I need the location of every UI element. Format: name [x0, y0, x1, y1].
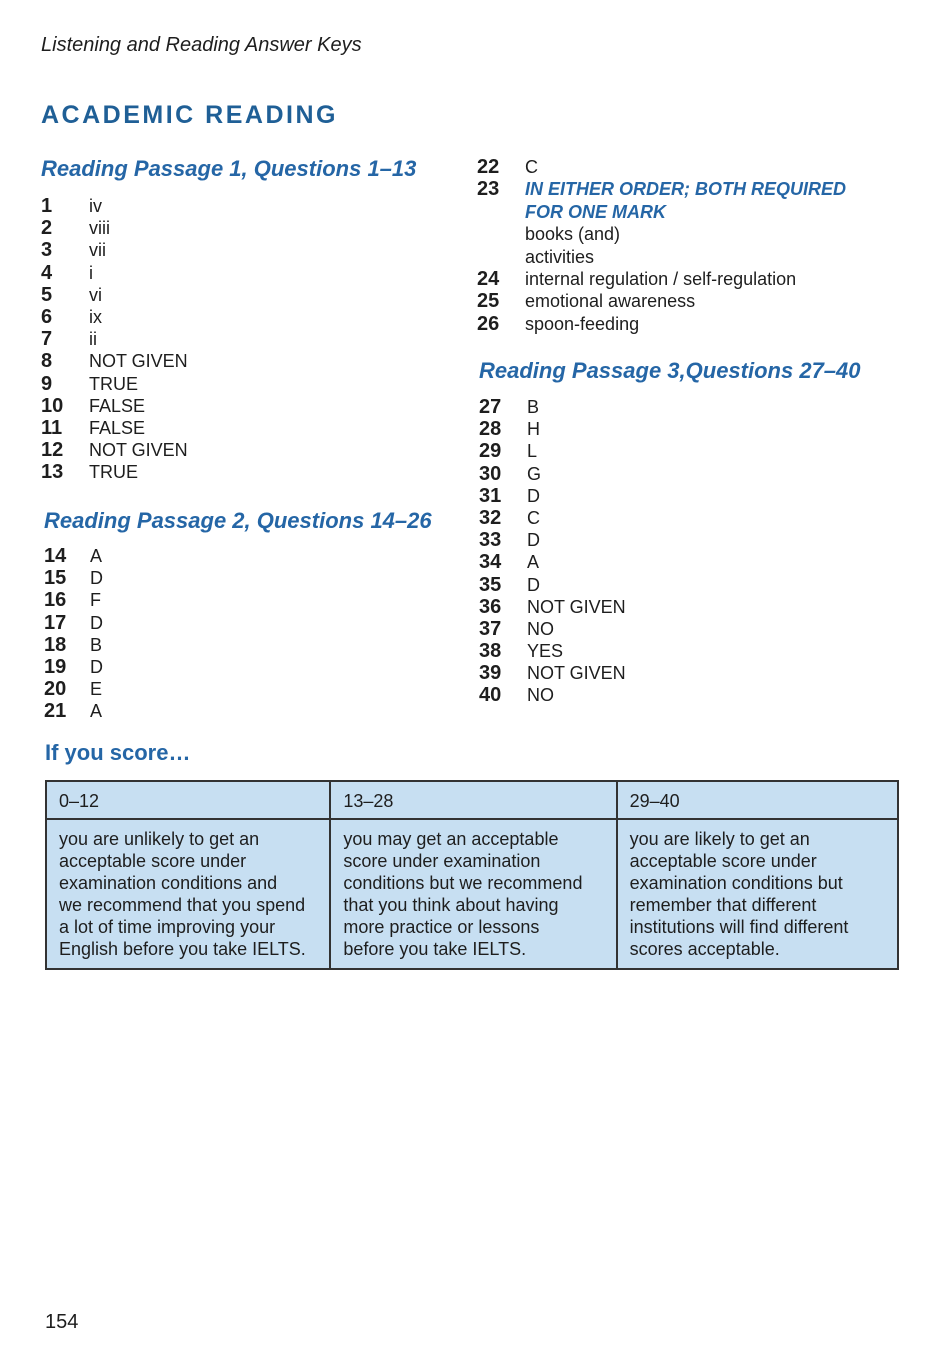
answer-row [44, 700, 103, 722]
answer-text: FALSE [89, 417, 146, 438]
question-number: 33 [479, 529, 502, 552]
answer-text: D [90, 656, 103, 677]
score-range: 29–40 [617, 781, 898, 819]
answer-row [41, 217, 188, 239]
score-description [330, 819, 616, 969]
answer-text: books (and) [525, 224, 621, 245]
answer-row [44, 678, 103, 700]
description-line: remember that different [629, 895, 817, 915]
answer-row [44, 634, 103, 656]
answer-text: internal regulation / self-regulation [525, 269, 797, 290]
answer-text: NOT GIVEN [527, 663, 626, 684]
answer-row [477, 313, 796, 335]
question-number: 26 [477, 312, 500, 335]
question-number: 16 [44, 589, 67, 612]
answer-text: D [90, 612, 103, 633]
answer-text: D [527, 574, 540, 595]
question-number: 31 [479, 484, 502, 507]
answer-row [44, 545, 103, 567]
question-number: 1 [41, 195, 53, 217]
answer-text: F [90, 590, 101, 611]
score-table [45, 780, 899, 970]
answer-text: B [90, 634, 103, 655]
answer-row [41, 262, 188, 284]
answer-row [41, 461, 188, 483]
passage-2-answer-list-continued [477, 156, 847, 335]
answer-text: NOT GIVEN [89, 351, 188, 372]
answer-row [477, 268, 796, 290]
score-description-row [46, 819, 898, 969]
answer-text: D [527, 485, 540, 506]
answer-row [477, 290, 796, 312]
answer-row [479, 662, 626, 684]
description-line: acceptable score under [59, 851, 247, 871]
description-line: institutions will find different [629, 917, 849, 937]
answer-row [479, 640, 626, 662]
answer-row [41, 239, 188, 261]
answer-row [41, 373, 188, 395]
question-number: 11 [41, 416, 63, 439]
answer-text: A [527, 552, 540, 573]
question-number: 14 [44, 545, 67, 567]
score-heading: If you score… [45, 740, 191, 765]
question-number: 25 [477, 290, 500, 313]
answer-row [479, 396, 626, 418]
question-number: 7 [41, 328, 53, 351]
answer-text: E [90, 679, 103, 700]
question-number: 23 [477, 178, 500, 201]
answer-text: G [527, 463, 542, 484]
answer-text: TRUE [89, 462, 138, 483]
question-number: 27 [479, 396, 502, 418]
answer-row [477, 156, 796, 178]
answer-text: A [90, 546, 103, 566]
description-line: scores acceptable. [629, 939, 780, 959]
answer-text: vii [89, 240, 106, 261]
answer-row [479, 618, 626, 640]
passage-1-answer-list [41, 195, 188, 483]
description-line: examination conditions but [629, 873, 843, 893]
score-range-row [46, 781, 898, 819]
answer-text: iv [89, 196, 102, 216]
answer-row [41, 195, 188, 217]
description-line: a lot of time improving your [59, 917, 276, 937]
answer-row [41, 417, 188, 439]
question-number: 10 [41, 394, 64, 417]
passage-2-answer-list [44, 545, 103, 723]
question-number: 39 [479, 662, 502, 685]
answer-row [477, 178, 847, 268]
answer-row [479, 684, 626, 706]
answer-block [525, 178, 846, 268]
answer-row [41, 395, 188, 417]
question-number: 20 [44, 678, 67, 701]
answer-text: TRUE [89, 373, 138, 394]
question-number: 5 [41, 283, 53, 306]
answer-text: viii [89, 218, 110, 239]
description-line: that you think about having [343, 895, 559, 915]
answer-text: C [525, 157, 538, 177]
answer-row [479, 574, 626, 596]
description-line: score under examination [343, 851, 541, 871]
question-number: 15 [44, 567, 67, 590]
question-number: 8 [41, 350, 53, 373]
question-number: 22 [477, 156, 500, 178]
question-number: 13 [41, 461, 64, 484]
page-number: 154 [45, 1311, 79, 1333]
answer-row [44, 612, 103, 634]
answer-row [44, 589, 103, 611]
description-line: examination conditions and [59, 873, 278, 893]
description-line: you are unlikely to get an [59, 829, 260, 849]
answer-text: H [527, 419, 540, 440]
answer-row [479, 551, 626, 573]
answer-row [479, 485, 626, 507]
answer-text: activities [525, 246, 595, 267]
score-description [617, 819, 898, 969]
score-description [46, 819, 330, 969]
question-number: 12 [41, 439, 64, 462]
answer-text: FALSE [89, 395, 146, 416]
answer-text: L [527, 441, 538, 462]
description-line: English before you take IELTS. [59, 939, 306, 959]
question-number: 32 [479, 506, 502, 529]
question-number: 9 [41, 372, 53, 395]
answer-row [41, 328, 188, 350]
question-number: 36 [479, 595, 502, 618]
answer-row [41, 284, 188, 306]
answer-text: D [527, 530, 540, 551]
answer-text: NOT GIVEN [89, 440, 188, 461]
answer-text: C [527, 507, 540, 528]
description-line: you may get an acceptable [343, 829, 559, 849]
description-line: we recommend that you spend [59, 895, 306, 915]
answer-text: B [527, 397, 540, 417]
answer-text: NO [527, 685, 554, 706]
answer-text: vi [89, 284, 102, 305]
answer-text: D [90, 568, 103, 589]
answer-text: YES [527, 641, 564, 662]
answer-text: i [89, 262, 93, 283]
question-number: 2 [41, 217, 53, 240]
question-number: 40 [479, 684, 502, 707]
question-number: 30 [479, 462, 502, 485]
question-number: 38 [479, 640, 502, 663]
answer-row [41, 439, 188, 461]
question-number: 19 [44, 655, 67, 678]
answer-row [479, 507, 626, 529]
answer-text: emotional awareness [525, 291, 696, 312]
question-number: 4 [41, 261, 53, 284]
answer-row [44, 656, 103, 678]
question-number: 21 [44, 700, 67, 723]
answer-row [44, 567, 103, 589]
description-line: before you take IELTS. [343, 939, 527, 959]
question-number: 28 [479, 418, 502, 441]
answer-text: spoon-feeding [525, 313, 640, 334]
answer-text: ii [89, 329, 97, 350]
question-number: 29 [479, 440, 502, 463]
answer-row [479, 463, 626, 485]
score-range: 13–28 [330, 781, 616, 819]
answer-row [41, 350, 188, 372]
section-title: ACADEMIC READING [41, 101, 338, 129]
question-number: 37 [479, 617, 502, 640]
description-line: more practice or lessons [343, 917, 540, 937]
answer-row [41, 306, 188, 328]
running-head: Listening and Reading Answer Keys [41, 34, 362, 56]
answer-note: IN EITHER ORDER; BOTH REQUIRED [525, 179, 847, 200]
answer-row [479, 596, 626, 618]
question-number: 3 [41, 239, 53, 262]
answer-row [479, 529, 626, 551]
passage-2-heading: Reading Passage 2, Questions 14–26 [44, 508, 432, 533]
question-number: 24 [477, 268, 500, 291]
answer-row [479, 418, 626, 440]
description-line: acceptable score under [629, 851, 817, 871]
description-line: conditions but we recommend [343, 873, 583, 893]
question-number: 6 [41, 305, 53, 328]
answer-note-continued: FOR ONE MARK [525, 201, 666, 222]
answer-text: NO [527, 618, 554, 639]
passage-3-answer-list [479, 396, 626, 707]
passage-1-heading: Reading Passage 1, Questions 1–13 [41, 156, 417, 181]
score-range: 0–12 [46, 781, 330, 819]
question-number: 35 [479, 573, 502, 596]
answer-text: NOT GIVEN [527, 596, 626, 617]
question-number: 17 [44, 611, 67, 634]
question-number: 34 [479, 551, 502, 574]
description-line: you are likely to get an [629, 829, 810, 849]
answer-text: A [90, 701, 103, 722]
question-number: 18 [44, 633, 67, 656]
answer-text: ix [89, 306, 102, 327]
answer-row [479, 440, 626, 462]
passage-3-heading: Reading Passage 3,Questions 27–40 [479, 358, 861, 383]
